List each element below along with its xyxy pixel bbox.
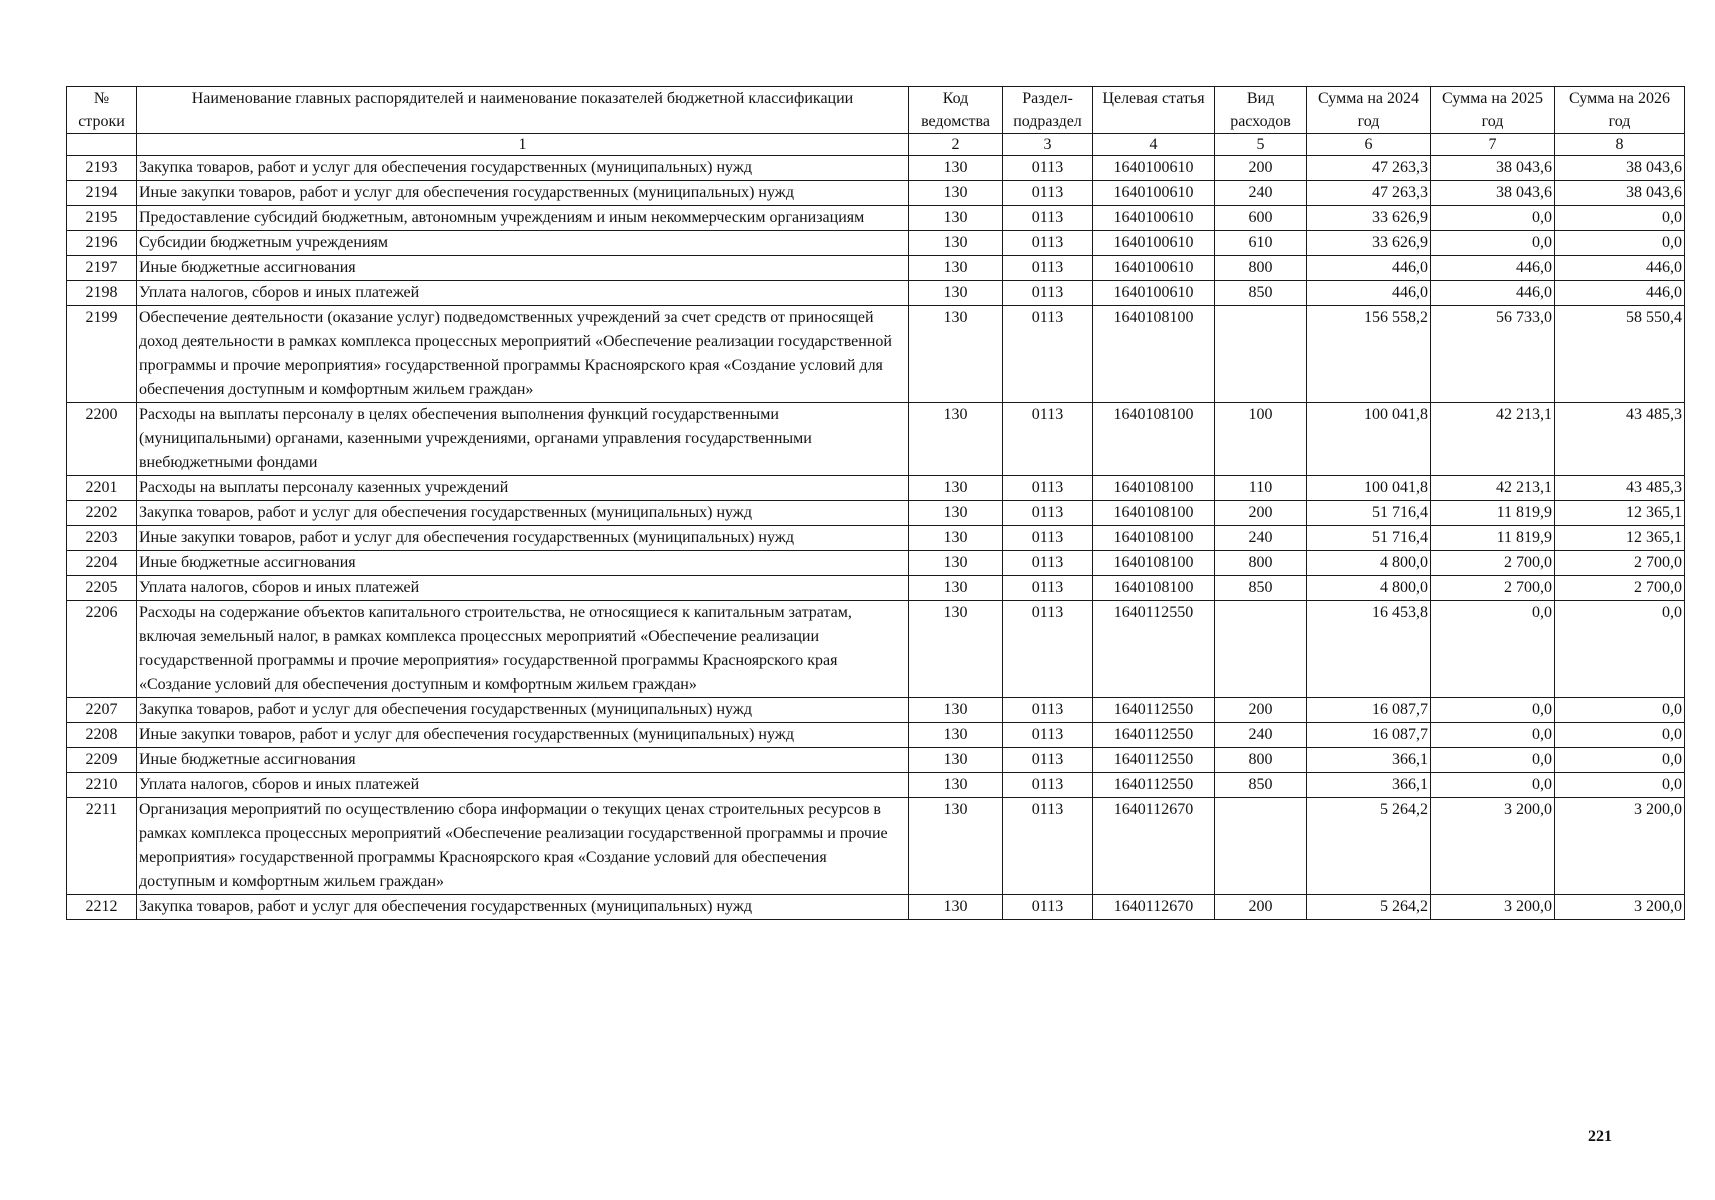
header-sum-2025: Сумма на 2025 год (1431, 87, 1555, 134)
sum-2024: 16 087,7 (1307, 698, 1431, 723)
column-number (67, 134, 137, 156)
row-name: Расходы на выплаты персоналу казенных учреждений (137, 476, 909, 501)
section-code: 0113 (1003, 576, 1093, 601)
expense-type: 850 (1215, 281, 1307, 306)
row-number: 2199 (67, 306, 137, 403)
sum-2025: 11 819,9 (1431, 501, 1555, 526)
header-row (67, 87, 1685, 134)
table-row (67, 476, 1685, 501)
row-name: Иные бюджетные ассигнования (137, 551, 909, 576)
dept-code: 130 (909, 526, 1003, 551)
sum-2024: 366,1 (1307, 773, 1431, 798)
target-code: 1640112670 (1093, 895, 1215, 920)
expense-type: 110 (1215, 476, 1307, 501)
row-number: 2210 (67, 773, 137, 798)
column-number: 8 (1555, 134, 1685, 156)
dept-code: 130 (909, 698, 1003, 723)
target-code: 1640108100 (1093, 501, 1215, 526)
row-number: 2196 (67, 231, 137, 256)
sum-2026: 3 200,0 (1555, 895, 1685, 920)
table-row (67, 156, 1685, 181)
column-number: 5 (1215, 134, 1307, 156)
sum-2026: 38 043,6 (1555, 156, 1685, 181)
dept-code: 130 (909, 231, 1003, 256)
target-code: 1640100610 (1093, 231, 1215, 256)
section-code: 0113 (1003, 403, 1093, 476)
dept-code: 130 (909, 181, 1003, 206)
table-row (67, 723, 1685, 748)
target-code: 1640108100 (1093, 403, 1215, 476)
dept-code: 130 (909, 895, 1003, 920)
sum-2026: 0,0 (1555, 748, 1685, 773)
section-code: 0113 (1003, 281, 1093, 306)
sum-2024: 156 558,2 (1307, 306, 1431, 403)
row-name: Иные бюджетные ассигнования (137, 748, 909, 773)
target-code: 1640112550 (1093, 723, 1215, 748)
sum-2026: 0,0 (1555, 231, 1685, 256)
target-code: 1640100610 (1093, 281, 1215, 306)
table-row (67, 798, 1685, 895)
expense-type: 200 (1215, 501, 1307, 526)
expense-type: 240 (1215, 526, 1307, 551)
sum-2026: 0,0 (1555, 723, 1685, 748)
sum-2026: 0,0 (1555, 773, 1685, 798)
dept-code: 130 (909, 306, 1003, 403)
sum-2025: 42 213,1 (1431, 476, 1555, 501)
expense-type: 240 (1215, 723, 1307, 748)
column-number: 7 (1431, 134, 1555, 156)
budget-table (66, 86, 1685, 920)
section-code: 0113 (1003, 501, 1093, 526)
row-name: Обеспечение деятельности (оказание услуг) подведомственных учреждений за счет средств от приносящей доход деятельности в рамках комплекса процессных мероприятий «Обеспечение реализации государственной программы и прочие мероприятия» государственной программы Красноярского края «Создание условий для обеспечения доступным и комфортным жильем граждан» (137, 306, 909, 403)
expense-type (1215, 306, 1307, 403)
target-code: 1640112550 (1093, 773, 1215, 798)
expense-type: 240 (1215, 181, 1307, 206)
expense-type: 800 (1215, 551, 1307, 576)
table-row (67, 231, 1685, 256)
sum-2025: 2 700,0 (1431, 576, 1555, 601)
row-name: Предоставление субсидий бюджетным, автономным учреждениям и иным некоммерческим организациям (137, 206, 909, 231)
section-code: 0113 (1003, 156, 1093, 181)
sum-2025: 0,0 (1431, 206, 1555, 231)
expense-type: 600 (1215, 206, 1307, 231)
row-number: 2198 (67, 281, 137, 306)
expense-type (1215, 601, 1307, 698)
sum-2026: 12 365,1 (1555, 501, 1685, 526)
section-code: 0113 (1003, 526, 1093, 551)
sum-2024: 47 263,3 (1307, 181, 1431, 206)
sum-2025: 0,0 (1431, 698, 1555, 723)
sum-2024: 51 716,4 (1307, 501, 1431, 526)
section-code: 0113 (1003, 181, 1093, 206)
column-number: 1 (137, 134, 909, 156)
table-row (67, 306, 1685, 403)
sum-2024: 366,1 (1307, 748, 1431, 773)
header-expense-type: Вид расходов (1215, 87, 1307, 134)
section-code: 0113 (1003, 895, 1093, 920)
table-row (67, 895, 1685, 920)
target-code: 1640100610 (1093, 156, 1215, 181)
sum-2026: 38 043,6 (1555, 181, 1685, 206)
row-name: Иные закупки товаров, работ и услуг для обеспечения государственных (муниципальных) нужд (137, 181, 909, 206)
column-number: 4 (1093, 134, 1215, 156)
section-code: 0113 (1003, 206, 1093, 231)
expense-type: 610 (1215, 231, 1307, 256)
sum-2026: 12 365,1 (1555, 526, 1685, 551)
header-section: Раздел-подраздел (1003, 87, 1093, 134)
sum-2025: 446,0 (1431, 281, 1555, 306)
target-code: 1640112550 (1093, 698, 1215, 723)
expense-type: 800 (1215, 748, 1307, 773)
sum-2025: 38 043,6 (1431, 181, 1555, 206)
sum-2024: 16 087,7 (1307, 723, 1431, 748)
sum-2026: 58 550,4 (1555, 306, 1685, 403)
header-row-no: № строки (67, 87, 137, 134)
dept-code: 130 (909, 551, 1003, 576)
expense-type: 200 (1215, 698, 1307, 723)
table-row (67, 748, 1685, 773)
row-number: 2201 (67, 476, 137, 501)
page-number: 221 (1588, 1128, 1612, 1145)
dept-code: 130 (909, 798, 1003, 895)
target-code: 1640108100 (1093, 551, 1215, 576)
row-name: Закупка товаров, работ и услуг для обеспечения государственных (муниципальных) нужд (137, 698, 909, 723)
row-number: 2207 (67, 698, 137, 723)
table-row (67, 601, 1685, 698)
target-code: 1640108100 (1093, 306, 1215, 403)
column-number: 6 (1307, 134, 1431, 156)
dept-code: 130 (909, 403, 1003, 476)
section-code: 0113 (1003, 551, 1093, 576)
target-code: 1640112670 (1093, 798, 1215, 895)
sum-2024: 100 041,8 (1307, 476, 1431, 501)
row-name: Иные бюджетные ассигнования (137, 256, 909, 281)
sum-2024: 33 626,9 (1307, 206, 1431, 231)
row-name: Закупка товаров, работ и услуг для обеспечения государственных (муниципальных) нужд (137, 895, 909, 920)
header-dept-code: Код ведомства (909, 87, 1003, 134)
sum-2026: 446,0 (1555, 256, 1685, 281)
target-code: 1640100610 (1093, 181, 1215, 206)
sum-2025: 3 200,0 (1431, 798, 1555, 895)
sum-2025: 42 213,1 (1431, 403, 1555, 476)
dept-code: 130 (909, 206, 1003, 231)
column-number: 3 (1003, 134, 1093, 156)
sum-2024: 5 264,2 (1307, 798, 1431, 895)
dept-code: 130 (909, 773, 1003, 798)
sum-2026: 0,0 (1555, 206, 1685, 231)
row-number: 2205 (67, 576, 137, 601)
target-code: 1640108100 (1093, 526, 1215, 551)
section-code: 0113 (1003, 231, 1093, 256)
column-number: 2 (909, 134, 1003, 156)
row-number: 2208 (67, 723, 137, 748)
header-sum-2024: Сумма на 2024 год (1307, 87, 1431, 134)
table-body (67, 156, 1685, 920)
dept-code: 130 (909, 476, 1003, 501)
sum-2026: 446,0 (1555, 281, 1685, 306)
sum-2025: 0,0 (1431, 723, 1555, 748)
row-name: Уплата налогов, сборов и иных платежей (137, 576, 909, 601)
row-number: 2203 (67, 526, 137, 551)
sum-2025: 11 819,9 (1431, 526, 1555, 551)
section-code: 0113 (1003, 698, 1093, 723)
row-name: Расходы на содержание объектов капитального строительства, не относящиеся к капитальным затратам, включая земельный налог, в рамках комплекса процессных мероприятий «Обеспечение реализации государственной программы и прочие мероприятия» государственной программы Красноярского края «Создание условий для обеспечения доступным и комфортным жильем граждан» (137, 601, 909, 698)
section-code: 0113 (1003, 601, 1093, 698)
row-number: 2212 (67, 895, 137, 920)
row-number: 2195 (67, 206, 137, 231)
sum-2025: 2 700,0 (1431, 551, 1555, 576)
sum-2024: 33 626,9 (1307, 231, 1431, 256)
sum-2026: 0,0 (1555, 601, 1685, 698)
sum-2024: 4 800,0 (1307, 551, 1431, 576)
sum-2024: 100 041,8 (1307, 403, 1431, 476)
sum-2024: 446,0 (1307, 256, 1431, 281)
target-code: 1640108100 (1093, 476, 1215, 501)
section-code: 0113 (1003, 256, 1093, 281)
expense-type: 850 (1215, 773, 1307, 798)
row-name: Иные закупки товаров, работ и услуг для обеспечения государственных (муниципальных) нужд (137, 723, 909, 748)
row-number: 2211 (67, 798, 137, 895)
sum-2026: 3 200,0 (1555, 798, 1685, 895)
section-code: 0113 (1003, 798, 1093, 895)
expense-type: 200 (1215, 156, 1307, 181)
table-row (67, 551, 1685, 576)
sum-2026: 2 700,0 (1555, 551, 1685, 576)
sum-2025: 38 043,6 (1431, 156, 1555, 181)
sum-2024: 446,0 (1307, 281, 1431, 306)
section-code: 0113 (1003, 476, 1093, 501)
expense-type: 850 (1215, 576, 1307, 601)
section-code: 0113 (1003, 306, 1093, 403)
table-row (67, 181, 1685, 206)
row-name: Уплата налогов, сборов и иных платежей (137, 773, 909, 798)
sum-2025: 0,0 (1431, 601, 1555, 698)
sum-2026: 2 700,0 (1555, 576, 1685, 601)
expense-type (1215, 798, 1307, 895)
dept-code: 130 (909, 723, 1003, 748)
sum-2025: 56 733,0 (1431, 306, 1555, 403)
dept-code: 130 (909, 748, 1003, 773)
table-row (67, 403, 1685, 476)
table-row (67, 206, 1685, 231)
header-name: Наименование главных распорядителей и наименование показателей бюджетной классификации (137, 87, 909, 134)
table-row (67, 576, 1685, 601)
sum-2026: 0,0 (1555, 698, 1685, 723)
sum-2026: 43 485,3 (1555, 476, 1685, 501)
header-target: Целевая статья (1093, 87, 1215, 134)
sum-2025: 3 200,0 (1431, 895, 1555, 920)
row-number: 2204 (67, 551, 137, 576)
target-code: 1640100610 (1093, 206, 1215, 231)
row-number: 2193 (67, 156, 137, 181)
row-number: 2209 (67, 748, 137, 773)
sum-2024: 51 716,4 (1307, 526, 1431, 551)
dept-code: 130 (909, 501, 1003, 526)
row-number: 2197 (67, 256, 137, 281)
dept-code: 130 (909, 256, 1003, 281)
dept-code: 130 (909, 601, 1003, 698)
row-name: Закупка товаров, работ и услуг для обеспечения государственных (муниципальных) нужд (137, 501, 909, 526)
target-code: 1640100610 (1093, 256, 1215, 281)
expense-type: 100 (1215, 403, 1307, 476)
sum-2025: 0,0 (1431, 773, 1555, 798)
table-row (67, 698, 1685, 723)
expense-type: 200 (1215, 895, 1307, 920)
sum-2025: 0,0 (1431, 231, 1555, 256)
sum-2026: 43 485,3 (1555, 403, 1685, 476)
sum-2025: 0,0 (1431, 748, 1555, 773)
section-code: 0113 (1003, 773, 1093, 798)
target-code: 1640108100 (1093, 576, 1215, 601)
table-row (67, 526, 1685, 551)
sum-2024: 4 800,0 (1307, 576, 1431, 601)
row-name: Расходы на выплаты персоналу в целях обеспечения выполнения функций государственными (муниципальными) органами, казенными учреждениями, органами управления государственными внебюджетными фондами (137, 403, 909, 476)
row-name: Иные закупки товаров, работ и услуг для обеспечения государственных (муниципальных) нужд (137, 526, 909, 551)
dept-code: 130 (909, 281, 1003, 306)
row-name: Организация мероприятий по осуществлению сбора информации о текущих ценах строительных ресурсов в рамках комплекса процессных мероприятий «Обеспечение реализации государственной программы и прочие мероприятия» государственной программы Красноярского края «Создание условий для обеспечения доступным и комфортным жильем граждан» (137, 798, 909, 895)
sum-2024: 16 453,8 (1307, 601, 1431, 698)
row-name: Субсидии бюджетным учреждениям (137, 231, 909, 256)
row-number: 2194 (67, 181, 137, 206)
header-sum-2026: Сумма на 2026 год (1555, 87, 1685, 134)
table-row (67, 773, 1685, 798)
sum-2024: 47 263,3 (1307, 156, 1431, 181)
table-row (67, 281, 1685, 306)
target-code: 1640112550 (1093, 748, 1215, 773)
row-name: Уплата налогов, сборов и иных платежей (137, 281, 909, 306)
sum-2024: 5 264,2 (1307, 895, 1431, 920)
row-name: Закупка товаров, работ и услуг для обеспечения государственных (муниципальных) нужд (137, 156, 909, 181)
target-code: 1640112550 (1093, 601, 1215, 698)
dept-code: 130 (909, 156, 1003, 181)
row-number: 2202 (67, 501, 137, 526)
sum-2025: 446,0 (1431, 256, 1555, 281)
dept-code: 130 (909, 576, 1003, 601)
expense-type: 800 (1215, 256, 1307, 281)
section-code: 0113 (1003, 723, 1093, 748)
row-number: 2200 (67, 403, 137, 476)
column-number-row (67, 134, 1685, 156)
row-number: 2206 (67, 601, 137, 698)
section-code: 0113 (1003, 748, 1093, 773)
table-row (67, 501, 1685, 526)
table-row (67, 256, 1685, 281)
